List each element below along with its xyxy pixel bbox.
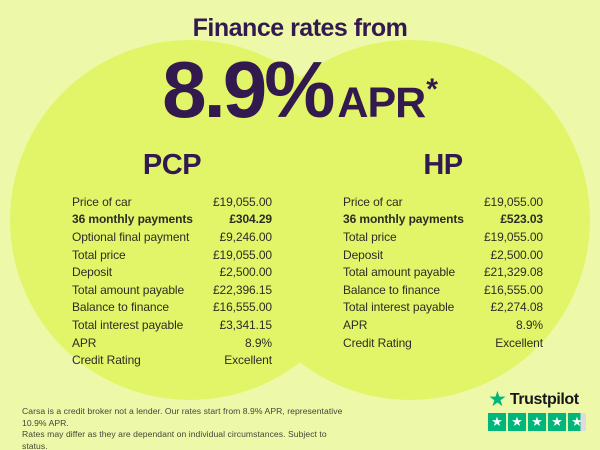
hp-section (343, 149, 543, 351)
row-value: £19,055.00 (212, 194, 272, 209)
table-row (72, 299, 272, 317)
row-value: £21,329.08 (483, 265, 543, 280)
row-label: Optional final payment (72, 229, 190, 244)
table-row (72, 334, 272, 352)
pcp-table (72, 193, 272, 369)
trustpilot-logo (488, 390, 588, 410)
row-label: Credit Rating (343, 335, 412, 350)
row-value: £22,396.15 (212, 282, 272, 297)
rate-asterisk: * (426, 73, 438, 106)
table-row (72, 228, 272, 246)
row-label: Price of car (72, 194, 132, 209)
row-value: £3,341.15 (219, 317, 272, 332)
star-box-icon: ★ (528, 413, 546, 431)
pcp-section (72, 149, 272, 369)
row-label: Total price (343, 229, 397, 244)
row-value: £523.03 (500, 212, 543, 227)
table-row (343, 334, 543, 352)
table-row (343, 246, 543, 264)
row-value: £304.29 (229, 212, 272, 227)
row-value: £2,500.00 (490, 247, 543, 262)
row-value: £19,055.00 (212, 247, 272, 262)
hp-title: HP (423, 149, 463, 181)
row-value: £19,055.00 (483, 194, 543, 209)
row-label: APR (343, 317, 368, 332)
row-label: Price of car (343, 194, 403, 209)
headline-rate (0, 46, 600, 157)
table-row (343, 228, 543, 246)
row-label: Total amount payable (343, 265, 456, 280)
table-row (72, 281, 272, 299)
table-row (343, 193, 543, 211)
row-value: Excellent (495, 335, 543, 350)
row-label: Credit Rating (72, 353, 141, 368)
row-label: 36 monthly payments (343, 212, 464, 227)
table-row (343, 211, 543, 229)
row-label: Total interest payable (72, 317, 184, 332)
trustpilot-brand: Trustpilot (509, 391, 579, 408)
table-row (72, 316, 272, 334)
row-label: Balance to finance (343, 282, 440, 297)
row-label: Deposit (72, 265, 112, 280)
disclaimer-line-1: Carsa is a credit broker not a lender. Our rates start from 8.9% APR, representative 10.9% APR. (22, 406, 343, 428)
row-label: APR (72, 335, 97, 350)
rate-unit: APR (337, 79, 426, 127)
row-label: Balance to finance (72, 300, 169, 315)
table-row (72, 263, 272, 281)
trustpilot-star-icon: ★ (488, 388, 507, 411)
table-row (343, 263, 543, 281)
row-value: £2,500.00 (219, 265, 272, 280)
row-label: Total amount payable (72, 282, 185, 297)
table-row (343, 281, 543, 299)
row-value: 8.9% (245, 335, 272, 350)
disclaimer-line-2: Rates may differ as they are dependant on individual circumstances. Subject to status. (22, 429, 327, 450)
row-label: Total price (72, 247, 126, 262)
disclaimer (22, 406, 352, 450)
table-row (72, 246, 272, 264)
trustpilot-widget (488, 390, 588, 431)
star-box-partial-icon: ★ (568, 413, 586, 431)
row-value: £16,555.00 (212, 300, 272, 315)
row-label: Total interest payable (343, 300, 455, 315)
star-box-icon: ★ (488, 413, 506, 431)
page-title: Finance rates from (192, 14, 408, 42)
row-value: £16,555.00 (483, 282, 543, 297)
table-row (343, 299, 543, 317)
row-value: 8.9% (516, 317, 543, 332)
star-box-icon: ★ (548, 413, 566, 431)
row-label: 36 monthly payments (72, 212, 193, 227)
star-box-icon: ★ (508, 413, 526, 431)
row-value: Excellent (224, 353, 272, 368)
table-row (72, 193, 272, 211)
row-value: £2,274.08 (490, 300, 543, 315)
pcp-title: PCP (142, 149, 202, 181)
rate-value: 8.9% (162, 45, 333, 134)
table-row (343, 316, 543, 334)
row-label: Deposit (343, 247, 383, 262)
trustpilot-rating-stars (488, 413, 588, 431)
table-row (72, 351, 272, 369)
table-row (72, 211, 272, 229)
row-value: £9,246.00 (219, 229, 272, 244)
row-value: £19,055.00 (483, 229, 543, 244)
hp-table (343, 193, 543, 351)
